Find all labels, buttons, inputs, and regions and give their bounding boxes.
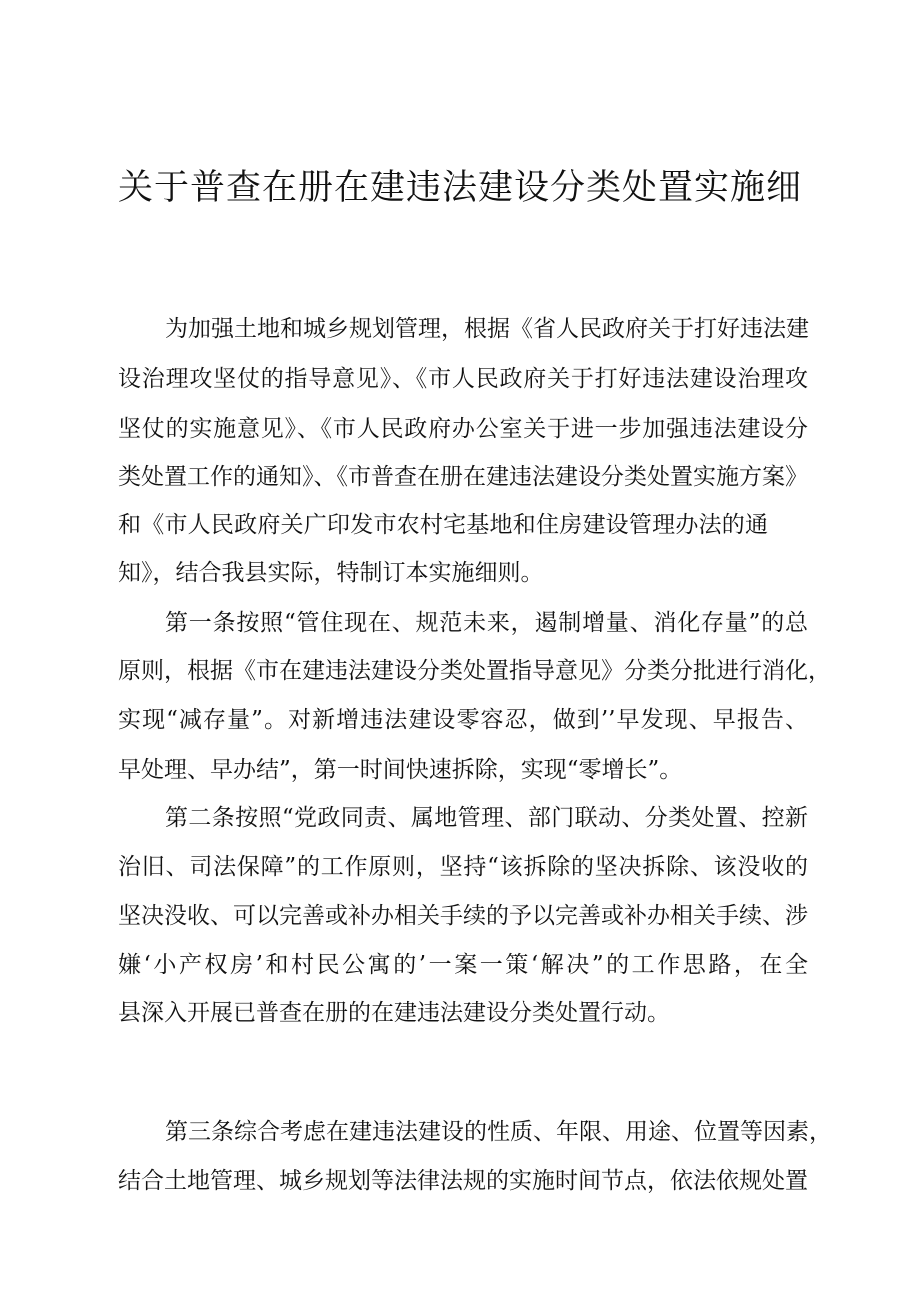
paragraph-line: 治旧、司法保障”的工作原则，坚持“该拆除的坚决拆除、该没收的 bbox=[118, 854, 808, 880]
paragraph-line: 早处理、早办结”，第一时间快速拆除，实现“零增长”。 bbox=[118, 757, 683, 783]
paragraph-line: 县深入开展已普查在册的在建违法建设分类处置行动。 bbox=[118, 1000, 670, 1026]
paragraph-line: 坚决没收、可以完善或补办相关手续的予以完善或补办相关手续、涉 bbox=[118, 903, 808, 929]
paragraph-line: 嫌‘小产权房’和村民公寓的’一案一策‘解决”的工作思路，在全 bbox=[118, 952, 808, 978]
paragraph-line: 第三条综合考虑在建违法建设的性质、年限、用途、位置等因素， bbox=[165, 1119, 832, 1145]
paragraph-line: 原则，根据《市在建违法建设分类处置指导意见》分类分批进行消化， bbox=[118, 658, 831, 684]
paragraph-line: 设治理攻坚仗的指导意见》、《市人民政府关于打好违法建设治理攻 bbox=[118, 366, 808, 392]
paragraph-line: 第二条按照“党政同责、属地管理、部门联动、分类处置、控新 bbox=[165, 805, 808, 831]
paragraph-line: 类处置工作的通知》、《市普查在册在建违法建设分类处置实施方案》 bbox=[118, 464, 808, 490]
document-title: 关于普查在册在建违法建设分类处置实施细 bbox=[117, 168, 802, 208]
paragraph-line: 第一条按照“管住现在、规范未来，遏制增量、消化存量”的总 bbox=[165, 610, 808, 636]
paragraph-line: 实现“减存量”。对新增违法建设零容忍，做到’’早发现、早报告、 bbox=[118, 707, 808, 733]
paragraph-line: 结合土地管理、城乡规划等法律法规的实施时间节点，依法依规处置 bbox=[118, 1168, 808, 1194]
paragraph-line: 坚仗的实施意见》、《市人民政府办公室关于进一步加强违法建设分 bbox=[118, 416, 808, 442]
paragraph-line: 知》，结合我县实际，特制订本实施细则。 bbox=[118, 560, 544, 586]
paragraph-line: 为加强土地和城乡规划管理，根据《省人民政府关于打好违法建 bbox=[165, 316, 809, 342]
paragraph-line: 和《市人民政府关广印发市农村宅基地和住房建设管理办法的通 bbox=[118, 512, 768, 538]
